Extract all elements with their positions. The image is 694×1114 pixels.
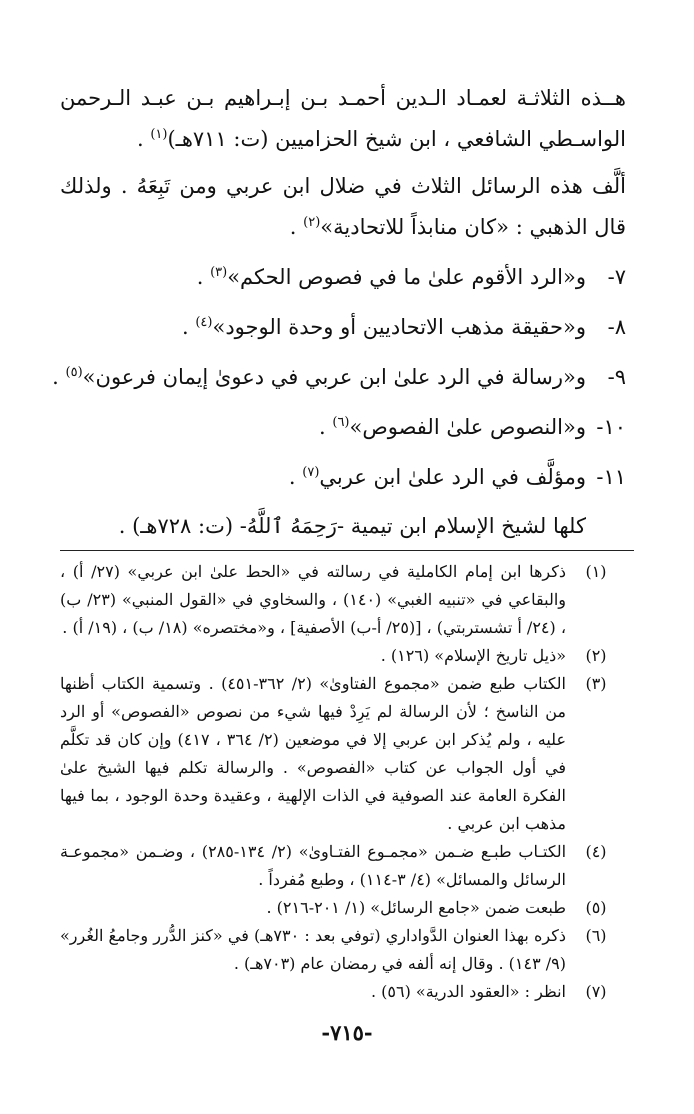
footnote-ref-3: (٣) [210,265,228,280]
footnote-ref-5: (٥) [65,365,83,380]
footnote-ref-2: (٢) [303,215,321,230]
footnote-2 [60,642,626,670]
list-item-8 [60,302,626,352]
footnote-ref-4: (٤) [195,315,213,330]
footnote-number: (٣) [585,674,607,693]
item-text: و«الرد الأقوم علىٰ ما في فصوص الحكم» [227,265,586,289]
footnote-number: (٦) [585,926,607,945]
footnote-text: طبعت ضمن «جامع الرسائل» (١/ ٢٠١-٢١٦) . [266,898,566,917]
footnote-ref-6: (٦) [332,415,350,430]
item-end: . [181,315,196,339]
footnote-text: الكتـاب طبـع ضـمن «مجمـوع الفتـاوىٰ» (٢/ ١٣٤-٢٨٥) ، وضـمن «مجموعـة الرسائل والمسائل» (٤/ ٣-١١٤) ، وطبع مُفرداً . [60,842,567,889]
footnote-3 [60,670,626,838]
paragraph-1 [60,78,626,160]
footnote-7 [60,978,626,1006]
item-text: و«النصوص علىٰ الفصوص» [349,415,586,439]
list-item-9 [52,352,626,402]
item-number: ١٠- [596,415,626,439]
item-number: ٧- [607,265,626,289]
paragraph-text: ألَّف هذه الرسائل الثلاث في ضلال ابن عربي ومن تَبِعَهُ . ولذلك قال الذهبي : «كان منابذاً للاتحادية» [60,174,626,239]
main-text [52,78,626,550]
footnote-6 [60,922,626,978]
footnote-ref-7: (٧) [302,465,320,480]
closing-line: كلها لشيخ الإسلام ابن تيمية -رَحِمَهُ ٱللَّهُ- (ت: ٧٢٨هـ) . [118,514,586,538]
footnote-text: ذكره بهذا العنوان الدَّواداري (توفي بعد : ٧٣٠هـ) في «كنز الدُّرر وجامعُ الغُرر» (٩/ ١٤٣) . وقال إنه ألفه في رمضان عام (٧٠٣هـ) . [60,926,566,973]
numbered-list [52,252,626,502]
paragraph-2 [60,166,626,248]
item-end: . [52,365,66,389]
item-number: ١١- [596,465,626,489]
paragraph-end: . [136,127,151,151]
item-number: ٩- [607,365,626,389]
list-item-7 [60,252,626,302]
item-end: . [319,415,333,439]
page-number: -٧١٥- [321,1020,373,1045]
list-item-10 [60,402,626,452]
paragraph-end: . [289,215,304,239]
item-number: ٨- [607,315,626,339]
footnotes [60,558,626,1006]
footnote-1 [60,558,626,642]
footnote-number: (١) [585,562,607,581]
footnote-number: (٤) [585,842,607,861]
footnote-text: الكتاب طبع ضمن «مجموع الفتاوىٰ» (٢/ ٣٦٢-٤٥١) . وتسمية الكتاب أظنها من الناسخ ؛ لأن الرسالة لم يَرِدْ فيها شيء من نصوص «الفصوص» أو الرد عليه ، ولم يُذكر ابن عربي إلا في موضعين (٢/ ٣٦٤ ، ٤١٧) وإن كان قد تكلَّم في أول الجواب عن كتاب «الفصوص» . والرسالة تكلم فيها الشيخ علىٰ الفكرة العامة عند الصوفية في الذات الإلهية ، وعقيدة وحدة الوجود ، بما فيها مذهب ابن عربي . [60,674,567,833]
footnote-number: (٢) [585,646,607,665]
item-end: . [288,465,303,489]
footnote-text: انظر : «العقود الدرية» (٥٦) . [370,982,566,1001]
footnote-5 [60,894,626,922]
list-item-11 [60,452,626,502]
footnote-text: ذكرها ابن إمام الكاملية في رسالته في «الحط علىٰ ابن عربي» (٢٧/ أ) ، والبقاعي في «تنبيه الغبي» (١٤٠) ، والسخاوي في «القول المنبي» (٢٣/ ب) ، (٢٤/ أ تشستربتي) ، [(٢٥/ أ-ب) الأصفية] ، و«مختصره» (١٨/ ب) ، (١٩/ أ) . [60,562,566,637]
footnote-4 [60,838,626,894]
paragraph-text: هــذه الثلاثـة لعمـاد الـدين أحمـد بـن إبـراهيم بـن عبـد الـرحمن الواسـطي الشافعي ، ابن شيخ الحزاميين (ت: ٧١١هـ) [60,86,626,151]
footnote-text: «ذيل تاريخ الإسلام» (١٢٦) . [380,646,566,665]
item-text: و«حقيقة مذهب الاتحاديين أو وحدة الوجود» [212,315,586,339]
item-text: ومؤلَّف في الرد علىٰ ابن عربي [319,465,586,489]
footnote-separator [60,550,634,551]
footnote-number: (٧) [585,982,607,1001]
item-text: و«رسالة في الرد علىٰ ابن عربي في دعوىٰ إيمان فرعون» [82,365,586,389]
footnote-number: (٥) [585,898,607,917]
item-end: . [196,265,211,289]
footnote-ref-1: (١) [150,127,168,142]
